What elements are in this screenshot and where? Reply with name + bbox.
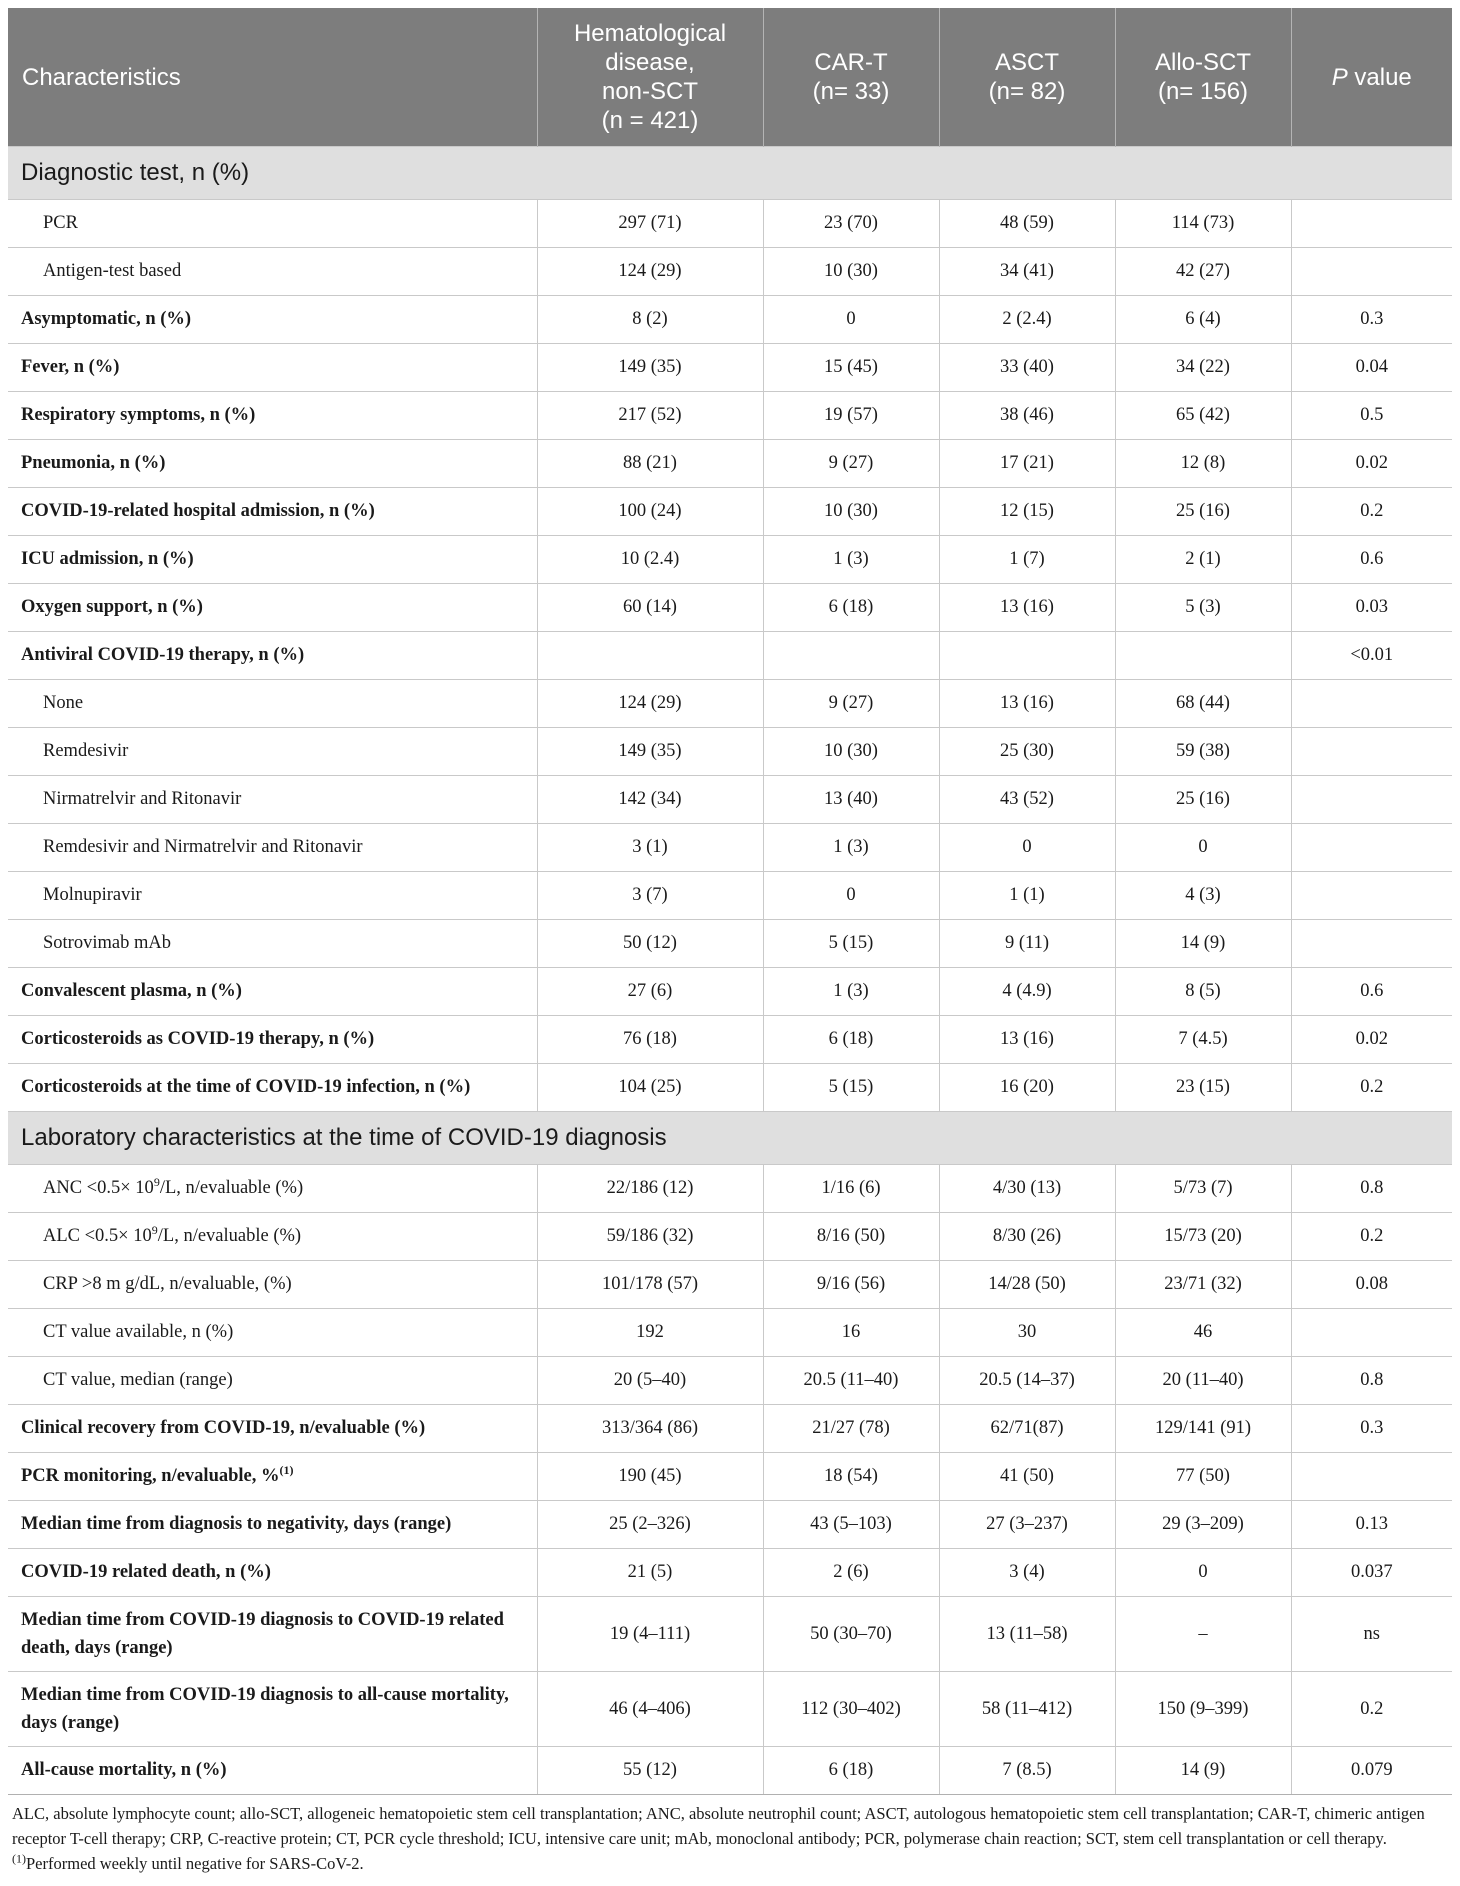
cell-col-2: 6 (18) bbox=[763, 1016, 939, 1064]
cell-col-1: 25 (2–326) bbox=[537, 1501, 763, 1549]
cell-col-1: 22/186 (12) bbox=[537, 1165, 763, 1213]
table-row bbox=[8, 584, 1452, 632]
cell-col-5: 0.2 bbox=[1291, 1672, 1452, 1747]
cell-col-3: 58 (11–412) bbox=[939, 1672, 1115, 1747]
row-label: Median time from diagnosis to negativity, days (range) bbox=[8, 1501, 537, 1549]
cell-col-1: 88 (21) bbox=[537, 440, 763, 488]
row-label: PCR bbox=[8, 200, 537, 248]
cell-col-1: 100 (24) bbox=[537, 488, 763, 536]
cell-col-3: 4 (4.9) bbox=[939, 968, 1115, 1016]
row-label: Pneumonia, n (%) bbox=[8, 440, 537, 488]
table-row bbox=[8, 1357, 1452, 1405]
table-row bbox=[8, 344, 1452, 392]
cell-col-3: 3 (4) bbox=[939, 1549, 1115, 1597]
cell-col-5: 0.08 bbox=[1291, 1261, 1452, 1309]
cell-col-2: 1 (3) bbox=[763, 968, 939, 1016]
header-allo-sct: Allo-SCT (n= 156) bbox=[1115, 8, 1291, 147]
cell-col-1: 297 (71) bbox=[537, 200, 763, 248]
cell-col-4: 12 (8) bbox=[1115, 440, 1291, 488]
row-label: Clinical recovery from COVID-19, n/evaluable (%) bbox=[8, 1405, 537, 1453]
header-hematological-non-sct: Hematological disease, non-SCT (n = 421) bbox=[537, 8, 763, 147]
row-label: CT value, median (range) bbox=[8, 1357, 537, 1405]
cell-col-5: 0.2 bbox=[1291, 1064, 1452, 1112]
cell-col-2: 20.5 (11–40) bbox=[763, 1357, 939, 1405]
cell-col-3: 1 (1) bbox=[939, 872, 1115, 920]
table-row bbox=[8, 1501, 1452, 1549]
header-car-t: CAR-T (n= 33) bbox=[763, 8, 939, 147]
cell-col-3: 0 bbox=[939, 824, 1115, 872]
cell-col-1: 3 (1) bbox=[537, 824, 763, 872]
row-label: Fever, n (%) bbox=[8, 344, 537, 392]
cell-col-5 bbox=[1291, 248, 1452, 296]
cell-col-1: 21 (5) bbox=[537, 1549, 763, 1597]
cell-col-2: 10 (30) bbox=[763, 488, 939, 536]
row-label: Remdesivir bbox=[8, 728, 537, 776]
cell-col-3: 30 bbox=[939, 1309, 1115, 1357]
row-label: Convalescent plasma, n (%) bbox=[8, 968, 537, 1016]
cell-col-3: 13 (16) bbox=[939, 584, 1115, 632]
cell-col-1: 124 (29) bbox=[537, 248, 763, 296]
cell-col-4: 65 (42) bbox=[1115, 392, 1291, 440]
table-row bbox=[8, 920, 1452, 968]
cell-col-1: 76 (18) bbox=[537, 1016, 763, 1064]
table-row bbox=[8, 1064, 1452, 1112]
cell-col-5: 0.3 bbox=[1291, 296, 1452, 344]
table-row bbox=[8, 536, 1452, 584]
cell-col-3: 8/30 (26) bbox=[939, 1213, 1115, 1261]
cell-col-4: 34 (22) bbox=[1115, 344, 1291, 392]
cell-col-4: 8 (5) bbox=[1115, 968, 1291, 1016]
cell-col-3: 13 (16) bbox=[939, 680, 1115, 728]
cell-col-2: 10 (30) bbox=[763, 728, 939, 776]
cell-col-3: 12 (15) bbox=[939, 488, 1115, 536]
cell-col-1: 192 bbox=[537, 1309, 763, 1357]
cell-col-2: 0 bbox=[763, 296, 939, 344]
cell-col-2: 43 (5–103) bbox=[763, 1501, 939, 1549]
table-footnote: ALC, absolute lymphocyte count; allo-SCT, allogeneic hematopoietic stem cell transplantation; ANC, absolute neutrophil count; ASCT, autologous hematopoietic stem cell transplantation; CAR-T, chimeric antigen receptor T-cell therapy; CRP, C-reactive protein; CT, PCR cycle threshold; ICU, intensive care unit; mAb, monoclonal antibody; PCR, polymerase chain reaction; SCT, stem cell transplantation or cell therapy. $^{(1)}$Performed weekly until negative for SARS-CoV-2. bbox=[12, 1804, 1425, 1873]
row-label: Molnupiravir bbox=[8, 872, 537, 920]
table-row bbox=[8, 632, 1452, 680]
table-row bbox=[8, 1597, 1452, 1672]
cell-col-5 bbox=[1291, 920, 1452, 968]
cell-col-2: 9/16 (56) bbox=[763, 1261, 939, 1309]
table-body bbox=[8, 147, 1452, 1795]
header-asct: ASCT (n= 82) bbox=[939, 8, 1115, 147]
cell-col-5 bbox=[1291, 872, 1452, 920]
cell-col-1: 149 (35) bbox=[537, 728, 763, 776]
cell-col-2: 1/16 (6) bbox=[763, 1165, 939, 1213]
cell-col-2 bbox=[763, 632, 939, 680]
cell-col-5: 0.6 bbox=[1291, 536, 1452, 584]
cell-col-2: 10 (30) bbox=[763, 248, 939, 296]
cell-col-5: 0.04 bbox=[1291, 344, 1452, 392]
cell-col-4: – bbox=[1115, 1597, 1291, 1672]
cell-col-4: 15/73 (20) bbox=[1115, 1213, 1291, 1261]
cell-col-1: 217 (52) bbox=[537, 392, 763, 440]
table-row bbox=[8, 872, 1452, 920]
cell-col-2: 5 (15) bbox=[763, 1064, 939, 1112]
cell-col-3: 7 (8.5) bbox=[939, 1747, 1115, 1795]
cell-col-4: 20 (11–40) bbox=[1115, 1357, 1291, 1405]
table-row bbox=[8, 1672, 1452, 1747]
cell-col-3: 17 (21) bbox=[939, 440, 1115, 488]
cell-col-5: 0.02 bbox=[1291, 440, 1452, 488]
cell-col-5: 0.6 bbox=[1291, 968, 1452, 1016]
cell-col-3: 20.5 (14–37) bbox=[939, 1357, 1115, 1405]
cell-col-5 bbox=[1291, 824, 1452, 872]
cell-col-5: 0.2 bbox=[1291, 1213, 1452, 1261]
table-row bbox=[8, 824, 1452, 872]
cell-col-1: 3 (7) bbox=[537, 872, 763, 920]
cell-col-5: 0.2 bbox=[1291, 488, 1452, 536]
cell-col-1: 60 (14) bbox=[537, 584, 763, 632]
row-label: Median time from COVID-19 diagnosis to COVID-19 related death, days (range) bbox=[8, 1597, 537, 1672]
results-table bbox=[8, 8, 1452, 1795]
cell-col-5 bbox=[1291, 728, 1452, 776]
cell-col-5: 0.13 bbox=[1291, 1501, 1452, 1549]
cell-col-1: 46 (4–406) bbox=[537, 1672, 763, 1747]
cell-col-4: 7 (4.5) bbox=[1115, 1016, 1291, 1064]
row-label: ALC $<0.5\times 10^9/L$, n/evaluable (%) bbox=[8, 1213, 537, 1261]
cell-col-3: 2 (2.4) bbox=[939, 296, 1115, 344]
row-label: ICU admission, n (%) bbox=[8, 536, 537, 584]
cell-col-3: 62/71(87) bbox=[939, 1405, 1115, 1453]
cell-col-4: 29 (3–209) bbox=[1115, 1501, 1291, 1549]
cell-col-1: 55 (12) bbox=[537, 1747, 763, 1795]
cell-col-1: 124 (29) bbox=[537, 680, 763, 728]
cell-col-4: 129/141 (91) bbox=[1115, 1405, 1291, 1453]
cell-col-1 bbox=[537, 632, 763, 680]
table-row bbox=[8, 200, 1452, 248]
cell-col-4: 5 (3) bbox=[1115, 584, 1291, 632]
table-row bbox=[8, 392, 1452, 440]
cell-col-4 bbox=[1115, 632, 1291, 680]
table-row bbox=[8, 296, 1452, 344]
row-label: Remdesivir and Nirmatrelvir and Ritonavir bbox=[8, 824, 537, 872]
cell-col-5: 0.03 bbox=[1291, 584, 1452, 632]
cell-col-2: 1 (3) bbox=[763, 536, 939, 584]
cell-col-5: <0.01 bbox=[1291, 632, 1452, 680]
cell-col-1: 27 (6) bbox=[537, 968, 763, 1016]
cell-col-1: 101/178 (57) bbox=[537, 1261, 763, 1309]
row-label: CRP >8 m g/dL, n/evaluable, (%) bbox=[8, 1261, 537, 1309]
cell-col-2: 19 (57) bbox=[763, 392, 939, 440]
cell-col-1: 10 (2.4) bbox=[537, 536, 763, 584]
cell-col-5: 0.037 bbox=[1291, 1549, 1452, 1597]
table-row bbox=[8, 440, 1452, 488]
cell-col-5 bbox=[1291, 680, 1452, 728]
cell-col-1: 190 (45) bbox=[537, 1453, 763, 1501]
cell-col-4: 25 (16) bbox=[1115, 776, 1291, 824]
row-label: CT value available, n (%) bbox=[8, 1309, 537, 1357]
row-label: Nirmatrelvir and Ritonavir bbox=[8, 776, 537, 824]
row-label: COVID-19 related death, n (%) bbox=[8, 1549, 537, 1597]
cell-col-5 bbox=[1291, 200, 1452, 248]
cell-col-4: 150 (9–399) bbox=[1115, 1672, 1291, 1747]
row-label: Oxygen support, n (%) bbox=[8, 584, 537, 632]
table-row bbox=[8, 1165, 1452, 1213]
table-row bbox=[8, 1549, 1452, 1597]
cell-col-3: 16 (20) bbox=[939, 1064, 1115, 1112]
table-row bbox=[8, 1309, 1452, 1357]
cell-col-5: ns bbox=[1291, 1597, 1452, 1672]
table-row bbox=[8, 248, 1452, 296]
cell-col-1: 19 (4–111) bbox=[537, 1597, 763, 1672]
cell-col-5: 0.3 bbox=[1291, 1405, 1452, 1453]
cell-col-4: 23/71 (32) bbox=[1115, 1261, 1291, 1309]
cell-col-5: 0.5 bbox=[1291, 392, 1452, 440]
row-label: Sotrovimab mAb bbox=[8, 920, 537, 968]
cell-col-4: 14 (9) bbox=[1115, 920, 1291, 968]
row-label: Corticosteroids at the time of COVID-19 infection, n (%) bbox=[8, 1064, 537, 1112]
cell-col-2: 6 (18) bbox=[763, 1747, 939, 1795]
row-label: Antigen-test based bbox=[8, 248, 537, 296]
cell-col-1: 142 (34) bbox=[537, 776, 763, 824]
table-row bbox=[8, 488, 1452, 536]
cell-col-3: 1 (7) bbox=[939, 536, 1115, 584]
cell-col-3: 14/28 (50) bbox=[939, 1261, 1115, 1309]
cell-col-3: 34 (41) bbox=[939, 248, 1115, 296]
cell-col-3: 13 (16) bbox=[939, 1016, 1115, 1064]
cell-col-2: 6 (18) bbox=[763, 584, 939, 632]
cell-col-2: 2 (6) bbox=[763, 1549, 939, 1597]
row-label: None bbox=[8, 680, 537, 728]
section-header-row bbox=[8, 1112, 1452, 1165]
table-row bbox=[8, 1213, 1452, 1261]
cell-col-2: 18 (54) bbox=[763, 1453, 939, 1501]
cell-col-2: 9 (27) bbox=[763, 680, 939, 728]
table-row bbox=[8, 728, 1452, 776]
cell-col-5 bbox=[1291, 1453, 1452, 1501]
row-label: Antiviral COVID-19 therapy, n (%) bbox=[8, 632, 537, 680]
table-row bbox=[8, 1453, 1452, 1501]
cell-col-1: 313/364 (86) bbox=[537, 1405, 763, 1453]
cell-col-3: 25 (30) bbox=[939, 728, 1115, 776]
row-label: All-cause mortality, n (%) bbox=[8, 1747, 537, 1795]
row-label: Corticosteroids as COVID-19 therapy, n (%) bbox=[8, 1016, 537, 1064]
cell-col-3: 38 (46) bbox=[939, 392, 1115, 440]
cell-col-4: 0 bbox=[1115, 1549, 1291, 1597]
cell-col-2: 23 (70) bbox=[763, 200, 939, 248]
table-row bbox=[8, 1405, 1452, 1453]
cell-col-5 bbox=[1291, 1309, 1452, 1357]
cell-col-3: 33 (40) bbox=[939, 344, 1115, 392]
cell-col-2: 5 (15) bbox=[763, 920, 939, 968]
cell-col-4: 4 (3) bbox=[1115, 872, 1291, 920]
cell-col-4: 0 bbox=[1115, 824, 1291, 872]
cell-col-1: 50 (12) bbox=[537, 920, 763, 968]
cell-col-5: 0.8 bbox=[1291, 1357, 1452, 1405]
cell-col-5 bbox=[1291, 776, 1452, 824]
cell-col-4: 46 bbox=[1115, 1309, 1291, 1357]
cell-col-1: 104 (25) bbox=[537, 1064, 763, 1112]
cell-col-3: 9 (11) bbox=[939, 920, 1115, 968]
section-label: Diagnostic test, n (%) bbox=[8, 147, 1452, 200]
cell-col-2: 16 bbox=[763, 1309, 939, 1357]
row-label: PCR monitoring, n/evaluable, %$^{(1)}$ bbox=[8, 1453, 537, 1501]
cell-col-2: 50 (30–70) bbox=[763, 1597, 939, 1672]
cell-col-3: 48 (59) bbox=[939, 200, 1115, 248]
table-row bbox=[8, 776, 1452, 824]
row-label: Median time from COVID-19 diagnosis to all-cause mortality, days (range) bbox=[8, 1672, 537, 1747]
cell-col-3: 43 (52) bbox=[939, 776, 1115, 824]
results-table-container bbox=[8, 8, 1452, 1876]
cell-col-4: 42 (27) bbox=[1115, 248, 1291, 296]
table-row bbox=[8, 968, 1452, 1016]
cell-col-1: 8 (2) bbox=[537, 296, 763, 344]
cell-col-1: 59/186 (32) bbox=[537, 1213, 763, 1261]
cell-col-5: 0.8 bbox=[1291, 1165, 1452, 1213]
table-header bbox=[8, 8, 1452, 147]
cell-col-2: 15 (45) bbox=[763, 344, 939, 392]
cell-col-1: 149 (35) bbox=[537, 344, 763, 392]
cell-col-4: 77 (50) bbox=[1115, 1453, 1291, 1501]
cell-col-4: 2 (1) bbox=[1115, 536, 1291, 584]
row-label: Respiratory symptoms, n (%) bbox=[8, 392, 537, 440]
table-row bbox=[8, 1016, 1452, 1064]
section-header-row bbox=[8, 147, 1452, 200]
table-row bbox=[8, 1261, 1452, 1309]
table-row bbox=[8, 680, 1452, 728]
cell-col-1: 20 (5–40) bbox=[537, 1357, 763, 1405]
cell-col-2: 112 (30–402) bbox=[763, 1672, 939, 1747]
cell-col-2: 9 (27) bbox=[763, 440, 939, 488]
cell-col-2: 1 (3) bbox=[763, 824, 939, 872]
cell-col-4: 114 (73) bbox=[1115, 200, 1291, 248]
cell-col-2: 13 (40) bbox=[763, 776, 939, 824]
cell-col-2: 21/27 (78) bbox=[763, 1405, 939, 1453]
cell-col-4: 25 (16) bbox=[1115, 488, 1291, 536]
cell-col-4: 68 (44) bbox=[1115, 680, 1291, 728]
cell-col-4: 6 (4) bbox=[1115, 296, 1291, 344]
header-p-value: P value bbox=[1291, 8, 1452, 147]
table-row bbox=[8, 1747, 1452, 1795]
cell-col-3: 4/30 (13) bbox=[939, 1165, 1115, 1213]
cell-col-4: 23 (15) bbox=[1115, 1064, 1291, 1112]
section-label: Laboratory characteristics at the time of COVID-19 diagnosis bbox=[8, 1112, 1452, 1165]
cell-col-3: 13 (11–58) bbox=[939, 1597, 1115, 1672]
cell-col-2: 8/16 (50) bbox=[763, 1213, 939, 1261]
cell-col-3: 27 (3–237) bbox=[939, 1501, 1115, 1549]
cell-col-5: 0.02 bbox=[1291, 1016, 1452, 1064]
cell-col-5: 0.079 bbox=[1291, 1747, 1452, 1795]
cell-col-3 bbox=[939, 632, 1115, 680]
header-characteristics: Characteristics bbox=[8, 8, 537, 147]
cell-col-3: 41 (50) bbox=[939, 1453, 1115, 1501]
row-label: COVID-19-related hospital admission, n (%) bbox=[8, 488, 537, 536]
cell-col-4: 59 (38) bbox=[1115, 728, 1291, 776]
row-label: Asymptomatic, n (%) bbox=[8, 296, 537, 344]
cell-col-4: 5/73 (7) bbox=[1115, 1165, 1291, 1213]
cell-col-2: 0 bbox=[763, 872, 939, 920]
cell-col-4: 14 (9) bbox=[1115, 1747, 1291, 1795]
row-label: ANC $<0.5\times 10^9/L$, n/evaluable (%) bbox=[8, 1165, 537, 1213]
